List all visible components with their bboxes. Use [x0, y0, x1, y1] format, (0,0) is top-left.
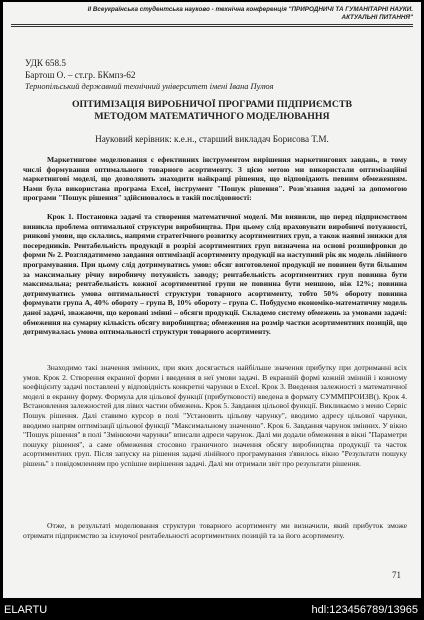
author-line: Бартош О. – ст.гр. БКмпз-62	[25, 70, 136, 80]
footer-bar	[0, 600, 424, 620]
document-page	[3, 2, 421, 598]
paragraph-1: Маркетингове моделювання є ефективних інструментом вирішення маркетингових завдань, в тому числі формування оптимального товарного асортименту. З цією метою ми використали оптимізаційні маркетингові моделі, що дозволяють знаходити найкращі рішення, що відповідають певним обмеженням. Нами була використана програма Excel, інструмент "Пошук рішення". Розв'язання задачі за допомогою програми "Пошук рішення" здійснювалось в такій послідовності:	[23, 155, 407, 203]
paragraph-intro	[23, 155, 407, 203]
paper-title-line2: МЕТОДОМ МАТЕМАТИЧНОГО МОДЕЛЮВАННЯ	[94, 111, 330, 122]
conference-header-line1: II Всеукраїнська студентська науково - технічна конференція "ПРИРОДНИЧІ ТА ГУМАНІТАРНІ НАУКИ.	[87, 6, 413, 13]
conference-header	[11, 6, 413, 22]
paragraph-4: Отже, в результаті моделювання структури товарного асортименту ми визначили, який прибуток зможе отримати підприємство за існуючої рентабельності асортиментних позицій та за його асортименту.	[23, 521, 407, 540]
paper-title-line1: ОПТИМІЗАЦІЯ ВИРОБНИЧОЇ ПРОГРАМИ ПІДПРИЄМСТВ	[71, 99, 353, 110]
header-rule	[11, 24, 413, 25]
page-number: 71	[392, 570, 401, 580]
university-line: Тернопільський державний технічний університет імені Івана Пулюя	[25, 82, 274, 91]
supervisor-line: Науковий керівник: к.е.н., старший викладач Борисова Т.М.	[95, 134, 329, 144]
repository-name: ELARTU	[4, 604, 48, 616]
paper-title	[13, 99, 411, 123]
paragraph-3: Знаходимо такі значення змінних, при яких досягається найбільше значення прибутку при дотриманні всіх умов. Крок 2. Створення екранної форми і введення в неї умови задачі. В екранній формі кожній змінній і кожному коефіцієнту задачі поставлені у відповідність конкретні чарунки в Excel. Крок 3. Введення залежності з математичної моделі в екранну форму. Формула для цільової функції (прибутковості) введена в формату СУММПРОИЗВ(). Крок 4. Встановлення залежностей для лівих частин обмежень. Крок 5. Завдання цільової функції. Викликаємо з меню Сервіс Пошук рішення. Далі ставимо курсор в полі "Установить цільову чарунку", вводимо адресу цільової чарунки, вводимо напрям оптимізації цільової функції "Максимальному значенню". Крок 6. Завдання чарунок змінних. У вікно "Пошук рішення" в полі "Змінюючи чарунки" вписали адреси чарунок. Далі ми додали обмеження в вікні "Параметри пошуку рішення", а саме обмеження стосовно граничного значення обсягу виробництва продукції та часток асортиментних груп. Після запуску на рішення задачі лінійного програмування з'явилось вікно "Результати пошуку рішень" з повідомленням про успішне вирішення задачі. Далі ми отримали звіт про результати рішення.	[23, 363, 407, 468]
udc-code: УДК 658.5	[25, 58, 66, 68]
paragraph-step1	[23, 212, 407, 337]
paragraph-2: Крок 1. Постановка задачі та створення математичної моделі. Ми виявили, що перед підприємством виникла проблема оптимальної структури виробництва. При цьому слід враховувати виробничі потужності, ринкові умови, що склались, напрями стратегічного розвитку асортиментних груп, а також наявні знижки для посередників. Рентабельність продукції в розрізі асортиментних груп визначена на основі розшифровки до форми № 2. Розглядатимемо завдання оптимізації асортименту продукції на наступний рік як модель лінійного програмування. При цьому слід дотримуватись умов: обсяг виготовленої продукції не повинен бути більшим за максимальну річну виробничу потужність заводу; рентабельність асортиментних груп повинна бути максимальна; рентабельність кожної асортиментної групи не повинна бути меншою, ніж 12%; повинна дотримуватись умова оптимальності структури товарного асортименту, тобто 50% обороту повинна формувати група А, 40% обороту – група В, 10% обороту – група С. Побудуємо економіко-математичну модель даної задачі, зважаючи, що керовані змінні – обсяги продукції. Складемо систему обмежень за умовами задачі: обмеження на сумарну кількість обсягу виробництва; обмеження на розмір частки асортиментних позицій, що дотримувалась умова оптимальності структури товарного асортименту.	[23, 212, 407, 337]
paragraph-steps	[23, 363, 407, 469]
conference-header-line2: АКТУАЛЬНІ ПИТАННЯ"	[341, 14, 413, 21]
header-rule-2	[11, 26, 413, 27]
paragraph-conclusion	[23, 521, 407, 540]
handle-id: hdl:123456789/13965	[311, 604, 418, 616]
